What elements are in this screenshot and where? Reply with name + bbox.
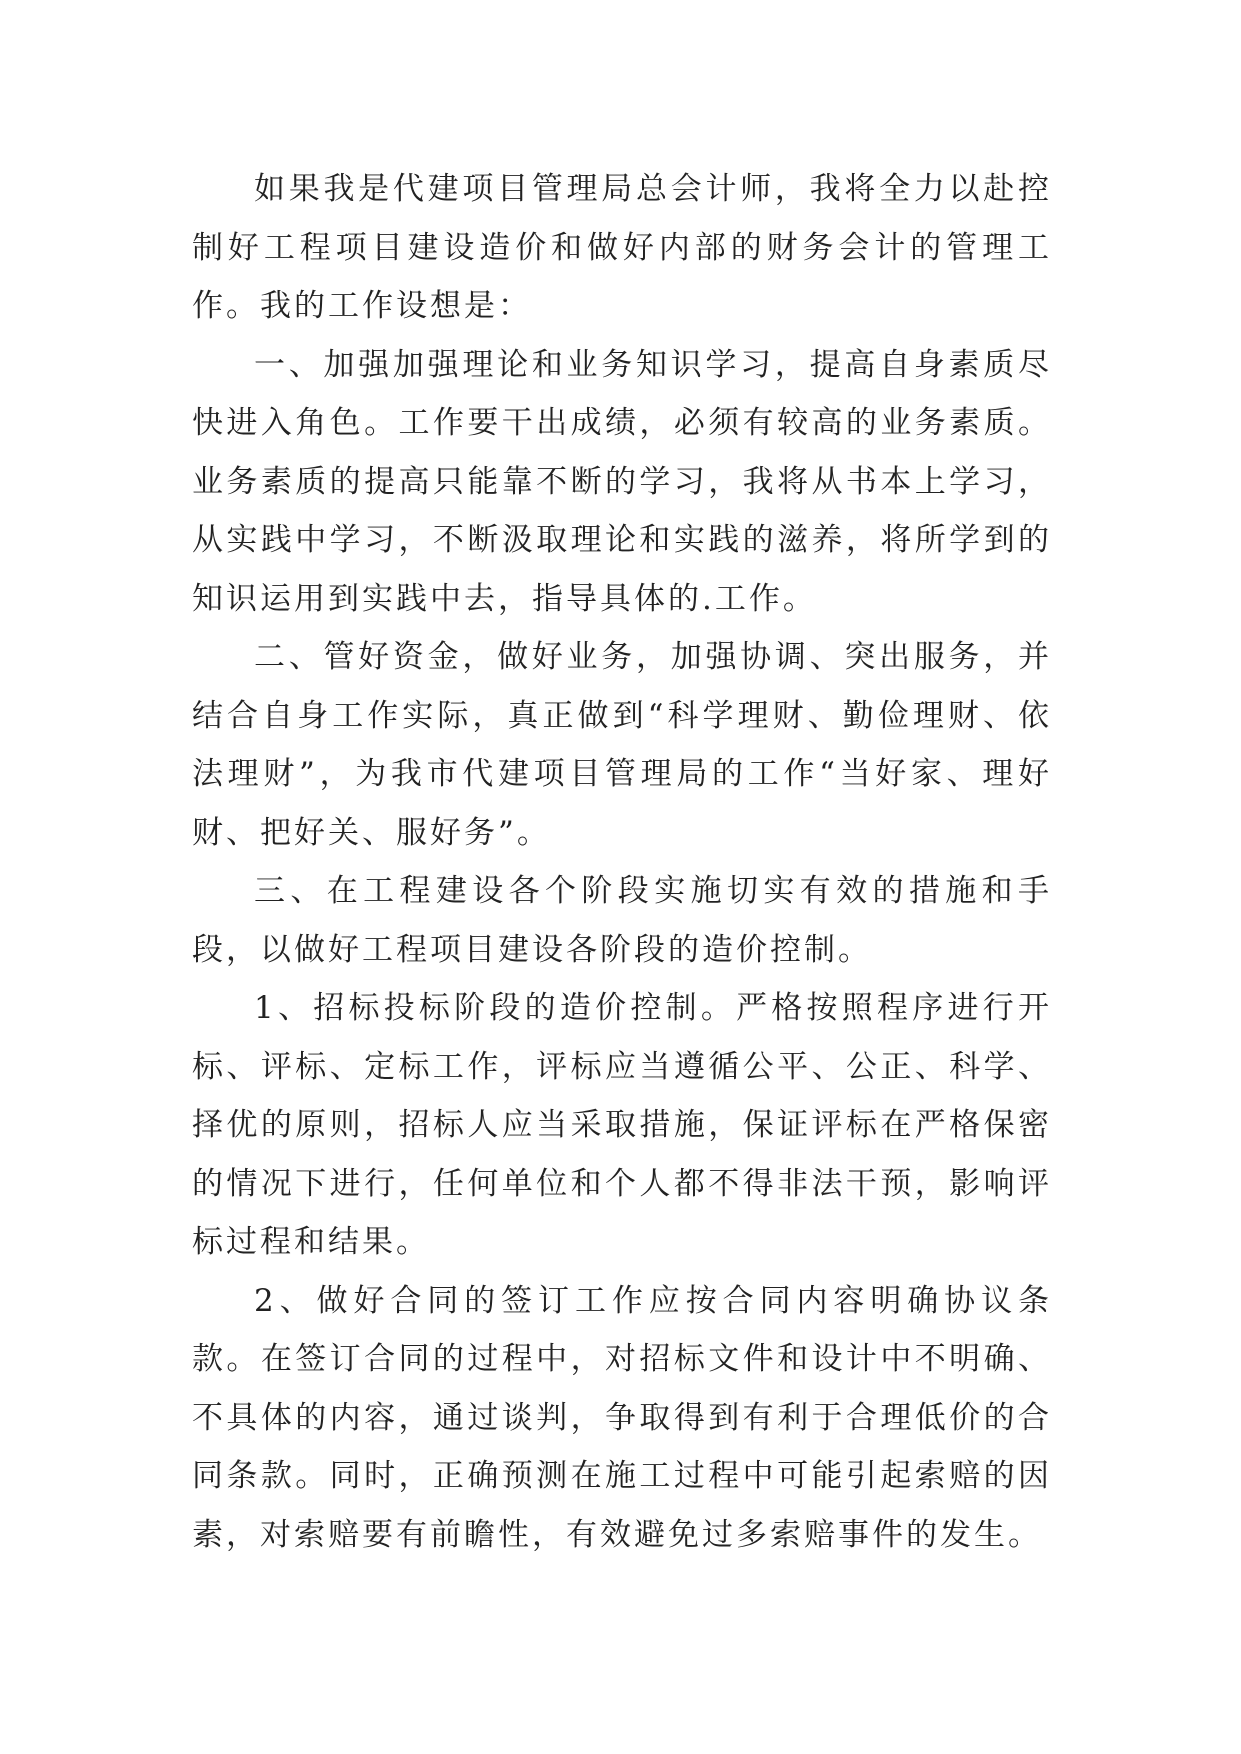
paragraph-intro: 如果我是代建项目管理局总会计师，我将全力以赴控制好工程项目建设造价和做好内部的财务会计的管理工作。我的工作设想是： — [192, 171, 1052, 324]
document-body — [192, 160, 1052, 1564]
paragraph-subpoint-2: 2、做好合同的签订工作应按合同内容明确协议条款。在签订合同的过程中，对招标文件和设计中不明确、不具体的内容，通过谈判，争取得到有利于合理低价的合同条款。同时，正确预测在施工过程中可能引起索赔的因素，对索赔要有前瞻性，有效避免过多索赔事件的发生。 — [192, 1282, 1052, 1553]
paragraph-point-2: 二、管好资金，做好业务，加强协调、突出服务，并结合自身工作实际，真正做到“科学理财、勤俭理财、依法理财”，为我市代建项目管理局的工作“当好家、理好财、把好关、服好务”。 — [192, 639, 1052, 851]
paragraph-point-3: 三、在工程建设各个阶段实施切实有效的措施和手段，以做好工程项目建设各阶段的造价控制。 — [192, 873, 1052, 968]
paragraph-point-1: 一、加强加强理论和业务知识学习，提高自身素质尽快进入角色。工作要干出成绩，必须有较高的业务素质。业务素质的提高只能靠不断的学习，我将从书本上学习，从实践中学习，不断汲取理论和实践的滋养，将所学到的知识运用到实践中去，指导具体的.工作。 — [192, 346, 1052, 617]
paragraph-subpoint-1: 1、招标投标阶段的造价控制。严格按照程序进行开标、评标、定标工作，评标应当遵循公平、公正、科学、择优的原则，招标人应当采取措施，保证评标在严格保密的情况下进行，任何单位和个人都不得非法干预，影响评标过程和结果。 — [192, 990, 1052, 1260]
